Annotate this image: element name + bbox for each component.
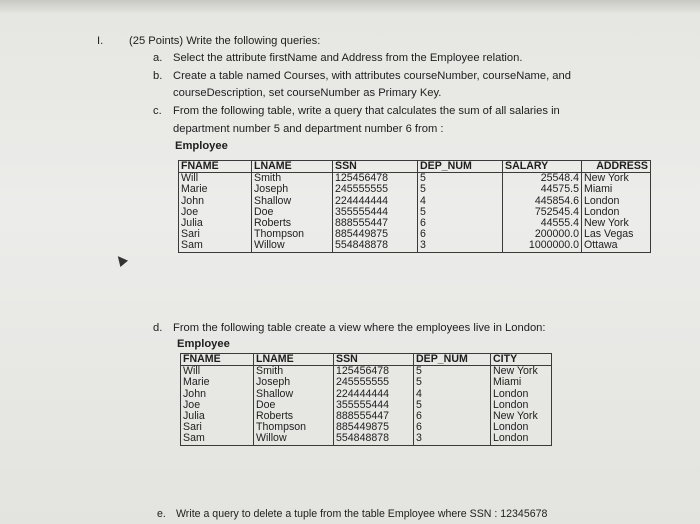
table-cell: New York [493,365,538,378]
table-cell: 885449875 [335,228,389,241]
table-cell: 5 [420,172,426,185]
table-cell: Joseph [256,376,291,389]
table-cell: Ottawa [584,239,618,252]
table-cell: Shallow [254,194,292,207]
table-cell: Willow [256,432,287,445]
table-cell: 3 [416,432,422,445]
table-cell: 224444444 [335,194,389,207]
item-a-label: a. [153,52,163,64]
question-title: (25 Points) Write the following queries: [129,35,321,47]
table-cell: 355555444 [335,205,389,218]
table-cell: Roberts [254,216,292,229]
table-cell: 245555555 [335,183,389,196]
table-cell: London [493,398,529,411]
table-cell: 245555555 [336,376,390,389]
table1-header-lname: LNAME [252,161,333,173]
table-cell: London [584,205,620,218]
table1-fname-column [179,173,252,252]
table-cell: 44555.4 [540,216,579,229]
table-cell: 5 [420,205,426,218]
table-cell: Joe [181,205,199,218]
table-cell: 355555444 [336,398,390,411]
table-cell: London [493,432,529,445]
table-cell: Roberts [256,409,294,422]
item-c-line2: department number 5 and department number 6 from : [173,123,444,135]
table-cell: Sam [181,239,203,252]
table-cell: 6 [420,228,426,241]
table1-header-fname: FNAME [179,161,252,173]
table-cell: 224444444 [336,387,390,400]
table-cell: New York [493,409,538,422]
table-cell: 5 [416,398,422,411]
table-cell: 125456478 [335,172,389,185]
table-cell: Marie [181,183,208,196]
table-cell: Miami [584,183,613,196]
table2-header-ssn: SSN [334,354,414,366]
table2-caption: Employee [177,338,230,350]
item-b-line2: courseDescription, set courseNumber as Primary Key. [173,87,442,99]
table-cell: Shallow [256,387,294,400]
table-cell: 554848878 [336,432,390,445]
table2-city-column [491,366,552,445]
table-cell: 888555447 [336,409,390,422]
table1-address-column [582,173,651,252]
table-cell: 888555447 [335,216,389,229]
table-cell: 6 [416,421,422,434]
table-cell: Will [183,365,201,378]
table-cell: Miami [493,376,522,389]
table-cell: 6 [416,409,422,422]
table-cell: 4 [420,194,426,207]
item-e-label: e. [157,508,166,520]
item-e-text: Write a query to delete a tuple from the table Employee where SSN : 12345678 [176,508,548,520]
item-d-text: From the following table create a view where the employees live in London: [173,322,546,334]
table2-header-dep: DEP_NUM [414,354,491,366]
table-cell: 125456478 [336,365,390,378]
table-cell: 1000000.0 [528,239,579,252]
table-cell: 554848878 [335,239,389,252]
table-cell: 6 [420,216,426,229]
table2-ssn-column [334,366,414,445]
table2-dep-column [414,366,491,445]
table-cell: London [584,194,620,207]
table1-ssn-column [333,173,418,252]
table-cell: 5 [416,376,422,389]
table-cell: New York [584,172,629,185]
table-cell: 885449875 [336,421,390,434]
table-cell: 445854.6 [534,194,579,207]
table-cell: Joseph [254,183,289,196]
table-cell: Thompson [256,421,307,434]
question-number: I. [97,35,104,47]
table-cell: John [181,194,204,207]
table-cell: John [183,387,206,400]
table1-dep-column [418,173,503,252]
table1-lname-column [252,173,333,252]
table-cell: 25548.4 [540,172,579,185]
table-cell: Las Vegas [584,228,634,241]
table-cell: London [493,387,529,400]
table2-header-fname: FNAME [181,354,254,366]
table-cell: 3 [420,239,426,252]
table-cell: 752545.4 [534,205,579,218]
table2-lname-column [254,366,334,445]
table1-header-dep: DEP_NUM [418,161,503,173]
item-b-line1: Create a table named Courses, with attributes courseNumber, courseName, and [173,70,571,82]
table-cell: Willow [254,239,285,252]
table1-header-salary: SALARY [503,161,582,173]
item-d-label: d. [153,322,163,334]
table-cell: Julia [183,409,205,422]
table-cell: Joe [183,398,201,411]
table-cell: New York [584,216,629,229]
table-cell: Doe [256,398,276,411]
employee-table-salary [178,160,651,253]
table-cell: 4 [416,387,422,400]
table-cell: Julia [181,216,203,229]
table1-header-ssn: SSN [333,161,418,173]
table-cell: Smith [256,365,284,378]
table-cell: Thompson [254,228,305,241]
table1-salary-column [503,173,582,252]
table-cell: Marie [183,376,210,389]
table-cell: Sari [183,421,202,434]
item-c-line1: From the following table, write a query that calculates the sum of all salaries in [173,105,560,117]
table1-header-address: ADDRESS [582,161,651,173]
table2-fname-column [181,366,254,445]
table-cell: 44575.5 [540,183,579,196]
table-cell: London [493,421,529,434]
table1-caption: Employee [175,140,228,152]
table-cell: Will [181,172,199,185]
table-cell: Sari [181,228,200,241]
item-c-label: c. [153,105,162,117]
table2-header-city: CITY [491,354,552,366]
item-a-text: Select the attribute firstName and Address from the Employee relation. [173,52,523,64]
table-cell: 5 [420,183,426,196]
item-b-label: b. [153,70,163,82]
table-cell: Doe [254,205,274,218]
table-cell: Smith [254,172,282,185]
table-cell: Sam [183,432,205,445]
table-cell: 5 [416,365,422,378]
employee-table-city [180,353,552,446]
table2-header-lname: LNAME [254,354,334,366]
table-cell: 200000.0 [534,228,579,241]
